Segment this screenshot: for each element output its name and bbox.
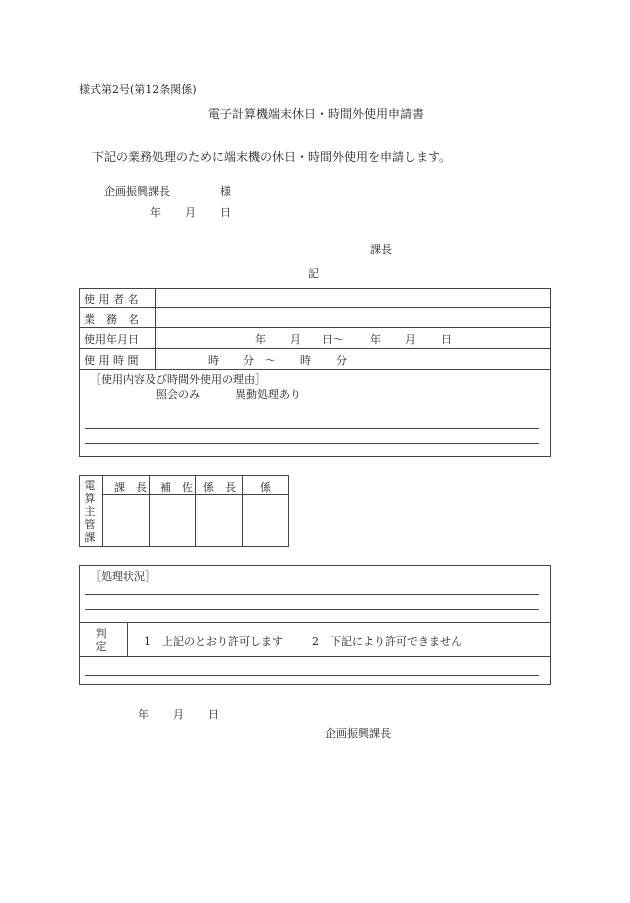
content-option-inquiry: 照会のみ [156,388,200,401]
time-h2: 時 [300,354,311,367]
approval-col-section-chief: 課 長 [114,481,147,494]
footer-year: 年 [138,708,149,721]
judgment-option-deny: 2 下記により許可できません [312,635,462,648]
judgment-line [85,675,539,676]
footer-month: 月 [173,708,184,721]
content-option-update: 異動処理あり [235,388,301,401]
ki-label: 記 [308,267,319,280]
date-y2: 年 [370,333,381,346]
time-tilde: 〜 [265,354,276,367]
footer-day: 日 [208,708,219,721]
applicant-title: 課長 [370,243,392,256]
date-d1: 日〜 [322,333,344,346]
form-number: 様式第2号(第12条関係) [79,83,197,96]
intro-text: 下記の業務処理のために端末機の休日・時間外使用を申請します。 [92,150,452,164]
date-day: 日 [220,206,231,219]
status-line-1 [85,594,539,595]
approval-col-staff: 係 [260,481,271,494]
date-y1: 年 [255,333,266,346]
approval-col-deputy: 補 佐 [160,481,193,494]
user-name-label: 使 用 者 名 [84,293,139,306]
usage-content-label: ［使用内容及び時間外使用の理由］ [90,373,266,386]
addressee-honorific: 様 [220,185,231,198]
date-d2: 日 [441,333,452,346]
judgment-label: 判定 [95,627,107,653]
content-line-2 [85,443,539,444]
approval-col-unit-chief: 係 長 [203,481,236,494]
content-line-1 [85,428,539,429]
task-name-label: 業 務 名 [84,313,139,326]
footer-signer: 企画振興課長 [325,727,391,740]
date-m1: 月 [290,333,301,346]
approval-side-label: 電算主管課 [84,479,96,544]
date-year: 年 [150,206,161,219]
addressee-name: 企画振興課長 [104,185,170,198]
usage-time-label: 使 用 時 間 [84,354,139,367]
time-min2: 分 [336,354,347,367]
usage-date-label: 使用年月日 [84,333,139,346]
time-h1: 時 [208,354,219,367]
time-min1: 分 [243,354,254,367]
date-m2: 月 [405,333,416,346]
status-label: ［処理状況］ [90,570,156,583]
document-title: 電子計算機端末休日・時間外使用申請書 [208,107,425,121]
date-month: 月 [185,206,196,219]
status-line-2 [85,609,539,610]
judgment-option-approve: 1 上記のとおり許可します [144,635,283,648]
